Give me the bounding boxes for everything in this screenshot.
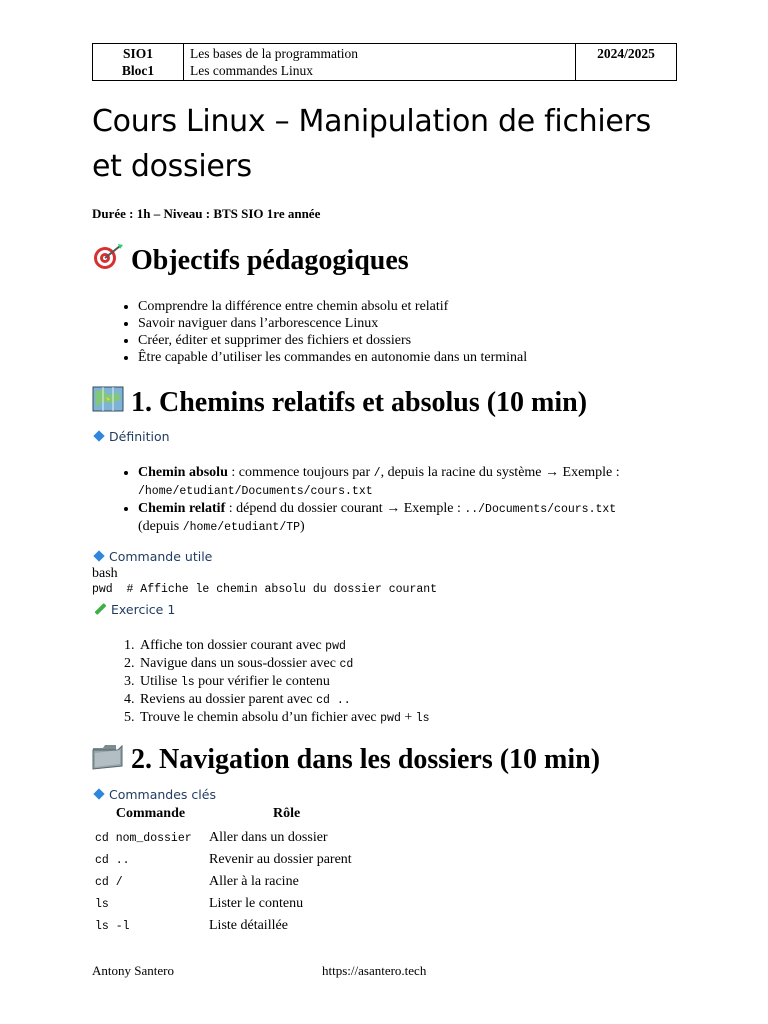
footer-author: Antony Santero (92, 963, 174, 978)
section1-heading (92, 385, 587, 420)
section2-heading-text: 2. Navigation dans les dossiers (10 min) (131, 744, 601, 775)
folder-icon (92, 742, 124, 770)
course-meta: Durée : 1h – Niveau : BTS SIO 1re année (92, 206, 321, 221)
objectives-list (92, 298, 728, 366)
list-item: 5. Trouve le chemin absolu d’un fichier avec pwd + ls (138, 709, 728, 727)
header-class-cell (93, 44, 184, 81)
list-item: • Savoir naviguer dans l’arborescence Linux (138, 315, 728, 332)
definition-label: Définition (92, 429, 170, 444)
diamond-icon (93, 788, 104, 799)
command-label: Commande utile (92, 549, 212, 564)
header-table (92, 43, 677, 81)
list-item: 3. Utilise ls pour vérifier le contenu (138, 673, 728, 691)
header-year: 2024/2025 (576, 44, 677, 81)
list-item: 1. Affiche ton dossier courant avec pwd (138, 637, 728, 655)
page-title-line2: et dossiers (92, 149, 252, 184)
col-role: Rôle (273, 806, 301, 821)
objectives-heading (92, 243, 409, 278)
pencil-icon (94, 603, 106, 615)
list-item: • Chemin relatif : dépend du dossier courant → Exemple : ../Documents/cours.txt (depuis /home/etudiant/TP) (138, 500, 728, 536)
list-item: 2. Navigue dans un sous-dossier avec cd (138, 655, 728, 673)
section2-heading (92, 742, 600, 777)
table-row: cd nom_dossier Aller dans un dossier (95, 830, 328, 845)
table-row: ls Lister le contenu (95, 896, 304, 911)
diamond-icon (93, 430, 104, 441)
col-command: Commande (115, 806, 186, 821)
table-row: ls -l Liste détaillée (95, 918, 288, 933)
map-icon (92, 385, 124, 413)
code-lang: bash (92, 566, 118, 581)
header-class: SIO1 (122, 46, 153, 61)
section1-heading-text: 1. Chemins relatifs et absolus (10 min) (131, 387, 588, 418)
page-title-line1: Cours Linux – Manipulation de fichiers (92, 104, 651, 139)
list-item: • Créer, éditer et supprimer des fichiers et dossiers (138, 332, 728, 349)
exercise-list (92, 637, 728, 727)
list-item: 4. Reviens au dossier parent avec cd .. (138, 691, 728, 709)
list-item: • Comprendre la différence entre chemin absolu et relatif (138, 298, 728, 315)
diamond-icon (93, 550, 104, 561)
list-item: • Chemin absolu : commence toujours par /, depuis la racine du système → Exemple : /home/etudiant/Documents/cours.txt (138, 464, 728, 500)
commands-table (92, 805, 352, 937)
keys-label: Commandes clés (92, 787, 216, 802)
list-item: • Être capable d’utiliser les commandes en autonomie dans un terminal (138, 349, 728, 366)
objectives-heading-text: Objectifs pédagogiques (131, 245, 409, 276)
exercise-label: Exercice 1 (92, 602, 175, 617)
footer-url[interactable]: https://asantero.tech (322, 963, 427, 978)
definition-list (92, 464, 728, 536)
page-title (92, 99, 692, 189)
header-subject-cell (184, 44, 576, 81)
table-row: cd .. Revenir au dossier parent (95, 852, 352, 867)
header-topic: Les commandes Linux (190, 63, 313, 78)
target-icon (92, 243, 124, 271)
header-block: Bloc1 (121, 63, 155, 78)
header-subject: Les bases de la programmation (190, 46, 358, 61)
code-block: pwd # Affiche le chemin absolu du dossier courant (92, 583, 438, 596)
table-row: cd / Aller à la racine (95, 874, 299, 889)
